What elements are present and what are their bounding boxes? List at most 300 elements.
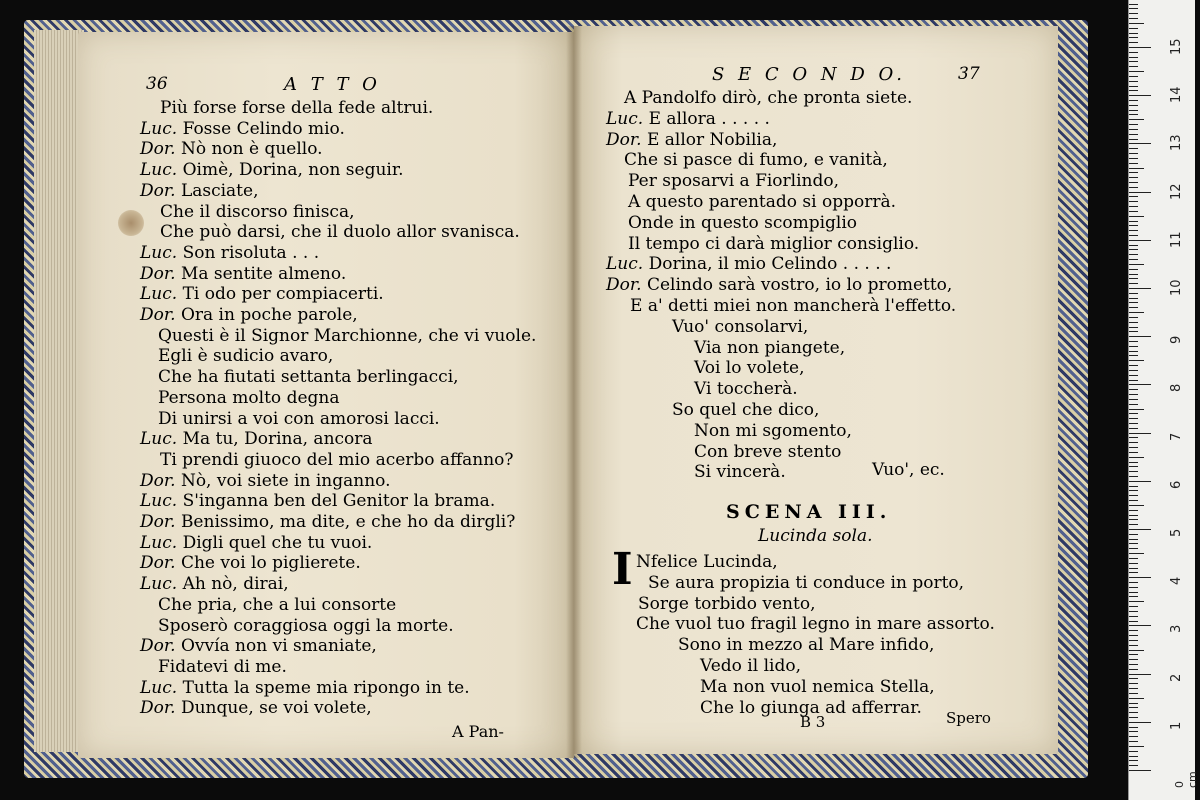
ruler-tick [1129,703,1138,704]
speaker-label: Dor. [140,636,176,657]
ruler-tick [1129,201,1138,202]
line-text: Celindo sarà vostro, io lo prometto, [646,275,953,296]
ruler-tick [1129,751,1138,752]
ruler-tick [1129,476,1138,477]
speaker-label: Dor. [140,698,176,719]
speaker-label: Dor. [140,512,176,532]
verse-line: Sorge torbido vento, [638,593,816,614]
ruler-tick [1129,230,1138,231]
ruler-tick [1129,674,1151,675]
ruler-tick [1129,95,1151,96]
ruler-tick [1129,86,1138,87]
ruler-label: 3 [1169,625,1184,634]
speaker-label: Dor. [606,275,642,296]
ruler-tick [1129,52,1138,53]
scene-title: SCENA III. [726,501,892,523]
left-text-line [140,139,323,159]
ruler-tick [1129,534,1138,535]
right-text-line [694,338,845,358]
speaker-label: Luc. [140,532,178,553]
ruler-tick [1129,293,1138,294]
ruler-tick [1129,596,1138,597]
ruler-tick [1129,240,1151,241]
right-catchword: Spero [946,709,991,727]
ruler-label: 10 [1169,279,1184,296]
speaker-label: Luc. [140,118,178,139]
ruler-tick [1129,221,1138,222]
line-text: Tutta la speme mia ripongo in te. [182,677,470,698]
ruler-tick [1129,365,1138,366]
ruler-tick [1129,245,1138,246]
line-text: Dunque, se voi volete, [180,698,372,719]
line-text: Questi è il Signor Marchionne, che vi vuole. [158,325,537,346]
ruler-tick [1129,404,1138,405]
speaker-label: Dor. [140,139,176,160]
speaker-label: Dor. [140,305,176,325]
speaker-label: Dor. [140,263,176,284]
ruler-tick [1129,129,1138,130]
speaker-label: Luc. [606,254,644,275]
line-text: Ma tu, Dorina, ancora [182,429,373,450]
left-text-line [140,264,346,284]
left-text-line [140,119,345,139]
right-text-line [628,171,839,191]
ruler-label: 2 [1169,673,1184,682]
line-text: Egli è sudicio avaro, [158,346,334,367]
left-text-line [140,491,495,511]
ruler-tick [1129,481,1151,482]
ruler-tick [1129,384,1151,385]
stain-mark [118,210,144,236]
line-text: E allor Nobilia, [646,129,778,150]
ruler-tick [1129,688,1138,689]
ruler-tick [1129,57,1138,58]
ruler-tick [1129,587,1138,588]
right-text-line [694,442,841,462]
left-catchword: A Pan- [452,722,504,741]
ruler-tick [1129,346,1138,347]
ruler-tick [1129,592,1138,593]
ruler-tick [1129,529,1151,530]
ruler-tick [1129,683,1138,684]
line-text: Vi toccherà. [694,379,798,400]
ruler-tick [1129,336,1151,337]
ruler-tick [1129,153,1138,154]
ruler-tick [1129,274,1138,275]
right-text-line [694,358,805,378]
left-text-line [140,181,258,201]
line-text: Digli quel che tu vuoi. [182,532,373,553]
ruler-label: 1 [1169,721,1184,730]
line-text: Dorina, il mio Celindo . . . . . [648,254,892,275]
ruler-tick [1129,114,1138,115]
speaker-label: Luc. [606,108,644,129]
scene-subtitle: Lucinda sola. [758,526,873,546]
ruler-tick [1129,331,1138,332]
ruler-tick [1129,471,1138,472]
ruler-unit: 0 cm [1173,771,1199,788]
ruler-tick [1129,375,1138,376]
line-text: Ovvía non vi smaniate, [180,636,377,657]
ruler-tick [1129,770,1151,771]
ruler-tick [1129,669,1138,670]
ruler-tick [1129,505,1144,506]
ruler-tick [1129,259,1138,260]
ruler-tick [1129,741,1138,742]
left-text-line [140,574,289,594]
speaker-label: Luc. [140,160,178,181]
ruler-label: 9 [1169,335,1184,345]
signature-mark: B 3 [800,713,826,731]
left-text-line [140,553,361,573]
ruler-tick [1129,490,1138,491]
ruler-tick [1129,510,1138,511]
ruler-tick [1129,355,1138,356]
left-text-line [158,346,333,366]
ruler-tick [1129,664,1138,665]
ruler-tick [1129,645,1138,646]
ruler-tick [1129,625,1151,626]
ruler-tick [1129,42,1138,43]
ruler-tick [1129,182,1138,183]
ruler-tick [1129,736,1138,737]
ruler-tick [1129,640,1138,641]
ruler-tick [1129,110,1138,111]
ruler-tick [1129,134,1138,135]
ruler-tick [1129,211,1138,212]
ruler-tick [1129,148,1138,149]
line-text: Benissimo, ma dite, e che ho da dirgli? [180,512,516,532]
left-text-line [140,636,377,656]
left-running-head: A T T O [284,74,381,95]
drop-cap: I [612,544,633,595]
line-text: Che si pasce di fumo, e vanità, [624,150,888,171]
line-text: Che voi lo piglierete. [180,553,361,574]
aria-cue: Vuo', ec. [872,460,945,480]
left-text-line [158,326,536,346]
ruler-tick [1129,572,1138,573]
ruler-tick [1129,317,1138,318]
ruler-tick [1129,731,1138,732]
line-text: Ti odo per compiacerti. [182,284,384,305]
left-text-line [160,450,514,470]
left-text-line [158,367,459,387]
ruler-tick [1129,447,1138,448]
ruler-tick [1129,264,1144,265]
ruler-tick [1129,105,1138,106]
ruler-tick [1129,760,1138,761]
right-running-head: S E C O N D O. [712,64,906,85]
right-text-line [606,109,770,129]
ruler-tick [1129,177,1138,178]
ruler-tick [1129,635,1138,636]
ruler-tick [1129,630,1138,631]
ruler-tick [1129,119,1144,120]
left-text-line [140,678,470,698]
speaker-label: Luc. [140,284,178,305]
ruler-tick [1129,389,1138,390]
ruler-tick [1129,563,1138,564]
line-text: Di unirsi a voi con amorosi lacci. [158,408,440,429]
line-text: A Pandolfo dirò, che pronta siete. [624,88,913,108]
line-text: Nò non è quello. [180,139,323,160]
line-text: Persona molto degna [158,387,340,408]
ruler-tick [1129,71,1144,72]
speaker-label: Luc. [140,429,178,450]
ruler-tick [1129,225,1138,226]
measurement-ruler [1128,0,1199,800]
line-text: Si vincerà. [694,462,786,483]
ruler-label: 11 [1169,231,1184,248]
ruler-tick [1129,543,1138,544]
right-text-line [628,192,896,212]
ruler-tick [1129,577,1151,578]
speaker-label: Luc. [140,677,178,698]
left-text-line [158,657,287,677]
line-text: Ora in poche parole, [180,305,358,325]
ruler-tick [1129,100,1138,101]
line-text: Ti prendi giuoco del mio acerbo affanno? [160,449,514,470]
right-text-line [630,296,956,316]
ruler-tick [1129,124,1138,125]
ruler-tick [1129,283,1138,284]
left-text-line [140,160,404,180]
right-text-line [624,88,912,108]
ruler-tick [1129,341,1138,342]
speaker-label: Dor. [140,553,176,574]
line-text: Più forse forse della fede altrui. [160,98,434,118]
ruler-tick [1129,727,1138,728]
ruler-tick [1129,168,1144,169]
line-text: Che il discorso finisca, [160,201,355,222]
ruler-tick [1129,139,1138,140]
line-text: Nò, voi siete in inganno. [180,470,391,491]
line-text: Fidatevi di me. [158,656,287,677]
left-text-line [160,98,433,118]
right-text-line [606,275,952,295]
ruler-label: 13 [1169,134,1184,152]
ruler-label: 4 [1169,576,1184,586]
gutter [566,26,582,758]
ruler-tick [1129,18,1138,19]
ruler-tick [1129,678,1138,679]
ruler-label: 12 [1169,183,1184,200]
ruler-tick [1129,452,1138,453]
left-text-line [158,616,454,636]
verse-line: Se aura propizia ti conduce in porto, [648,572,965,593]
ruler-tick [1129,307,1138,308]
ruler-tick [1129,327,1138,328]
ruler-tick [1129,539,1138,540]
ruler-tick [1129,428,1138,429]
verse-line: Che lo giunga ad afferrar. [700,697,922,718]
line-text: Che ha fiutati settanta berlingacci, [158,367,459,388]
ruler-tick [1129,553,1144,554]
line-text: Ah nò, dirai, [182,574,289,595]
ruler-tick [1129,650,1144,651]
ruler-tick [1129,351,1138,352]
ruler-tick [1129,163,1138,164]
left-text-line [140,698,372,718]
line-text: Fosse Celindo mio. [182,118,345,139]
ruler-tick [1129,515,1138,516]
verse-line: Che vuol tuo fragil legno in mare assorto. [636,614,995,635]
ruler-tick [1129,23,1144,24]
right-text-line [694,421,852,441]
ruler-tick [1129,712,1138,713]
left-text-line [140,471,390,491]
ruler-tick [1129,380,1138,381]
ruler-tick [1129,196,1138,197]
line-text: Lasciate, [180,180,259,201]
ruler-tick [1129,698,1144,699]
speaker-label: Dor. [606,129,642,150]
ruler-tick [1129,66,1138,67]
line-text: Che può darsi, che il duolo allor svanisca. [160,222,520,243]
ruler-tick [1129,278,1138,279]
left-text-line [160,222,520,242]
line-text: Oimè, Dorina, non seguir. [182,160,404,181]
ruler-tick [1129,206,1138,207]
ruler-tick [1129,81,1138,82]
verse-line: Nfelice Lucinda, [636,552,778,572]
left-text-line [140,284,384,304]
line-text: Vuo' consolarvi, [672,316,809,337]
ruler-tick [1129,616,1138,617]
ruler-tick [1129,756,1138,757]
ruler-tick [1129,466,1138,467]
ruler-tick [1129,765,1138,766]
ruler-tick [1129,717,1138,718]
line-text: Onde in questo scompiglio [628,212,858,233]
line-text: Voi lo volete, [694,358,805,379]
left-text-line [140,429,373,449]
ruler-tick [1129,437,1138,438]
right-text-line [628,213,857,233]
verse-line: Sono in mezzo al Mare infido, [678,635,935,656]
ruler-tick [1129,249,1138,250]
ruler-tick [1129,187,1138,188]
verse-line: Ma non vuol nemica Stella, [700,676,935,697]
ruler-tick [1129,621,1138,622]
ruler-tick [1129,519,1138,520]
right-text-line [624,150,888,170]
left-text-line [158,595,396,615]
right-text-line [694,379,798,399]
ruler-tick [1129,654,1138,655]
page-edges [34,30,84,752]
left-text-line [160,202,355,222]
ruler-label: 8 [1169,384,1184,393]
ruler-tick [1129,90,1138,91]
right-text-line [606,130,777,150]
line-text: Son risoluta . . . [182,242,320,263]
ruler-tick [1129,33,1138,34]
ruler-tick [1129,409,1144,410]
ruler-tick [1129,500,1138,501]
ruler-label: 7 [1169,432,1184,441]
ruler-tick [1129,172,1138,173]
line-text: Che pria, che a lui consorte [158,594,397,615]
ruler-tick [1129,558,1138,559]
ruler-tick [1129,693,1138,694]
speaker-label: Dor. [140,180,176,201]
ruler-tick [1129,659,1138,660]
ruler-tick [1129,216,1144,217]
line-text: E a' detti miei non mancherà l'effetto. [630,296,957,316]
ruler-label: 6 [1169,480,1184,489]
ruler-tick [1129,254,1138,255]
left-text-line [140,512,515,532]
line-text: Sposerò coraggiosa oggi la morte. [158,615,454,636]
ruler-label: 15 [1169,38,1184,55]
ruler-tick [1129,302,1138,303]
speaker-label: Dor. [140,470,176,491]
left-text-line [140,533,372,553]
ruler-tick [1129,462,1138,463]
ruler-tick [1129,601,1144,602]
ruler-tick [1129,235,1138,236]
right-text-line [694,462,786,482]
ruler-tick [1129,418,1138,419]
ruler-tick [1129,28,1138,29]
speaker-label: Luc. [140,574,178,595]
ruler-tick [1129,61,1138,62]
ruler-tick [1129,322,1138,323]
ruler-tick [1129,442,1138,443]
line-text: Il tempo ci darà miglior consiglio. [628,233,920,254]
line-text: S'inganna ben del Genitor la brama. [182,491,496,512]
line-text: So quel che dico, [672,400,820,420]
ruler-tick [1129,433,1151,434]
line-text: Per sposarvi a Fiorlindo, [628,171,840,192]
ruler-tick [1129,423,1138,424]
speaker-label: Luc. [140,242,178,263]
ruler-tick [1129,722,1151,723]
ruler-tick [1129,524,1138,525]
ruler-tick [1129,4,1138,5]
ruler-tick [1129,457,1144,458]
ruler-tick [1129,486,1138,487]
ruler-tick [1129,360,1144,361]
right-text-line [606,254,891,274]
right-text-line [672,400,819,420]
ruler-tick [1129,37,1138,38]
ruler-tick [1129,298,1138,299]
left-page-number: 36 [146,74,168,94]
ruler-tick [1129,143,1151,144]
ruler-tick [1129,312,1144,313]
line-text: Con breve stento [694,441,842,462]
ruler-tick [1129,582,1138,583]
left-text-line [140,243,319,263]
line-text: E allora . . . . . [648,108,770,129]
ruler-tick [1129,413,1138,414]
ruler-tick [1129,707,1138,708]
verse-line: Vedo il lido, [700,656,801,676]
ruler-tick [1129,495,1138,496]
ruler-tick [1129,746,1144,747]
ruler-tick [1129,76,1138,77]
ruler-tick [1129,13,1138,14]
ruler-tick [1129,611,1138,612]
right-page-number: 37 [958,64,980,84]
ruler-tick [1129,568,1138,569]
ruler-tick [1129,548,1138,549]
line-text: A questo parentado si opporrà. [628,192,896,212]
ruler-tick [1129,394,1138,395]
ruler-label: 5 [1169,528,1184,537]
